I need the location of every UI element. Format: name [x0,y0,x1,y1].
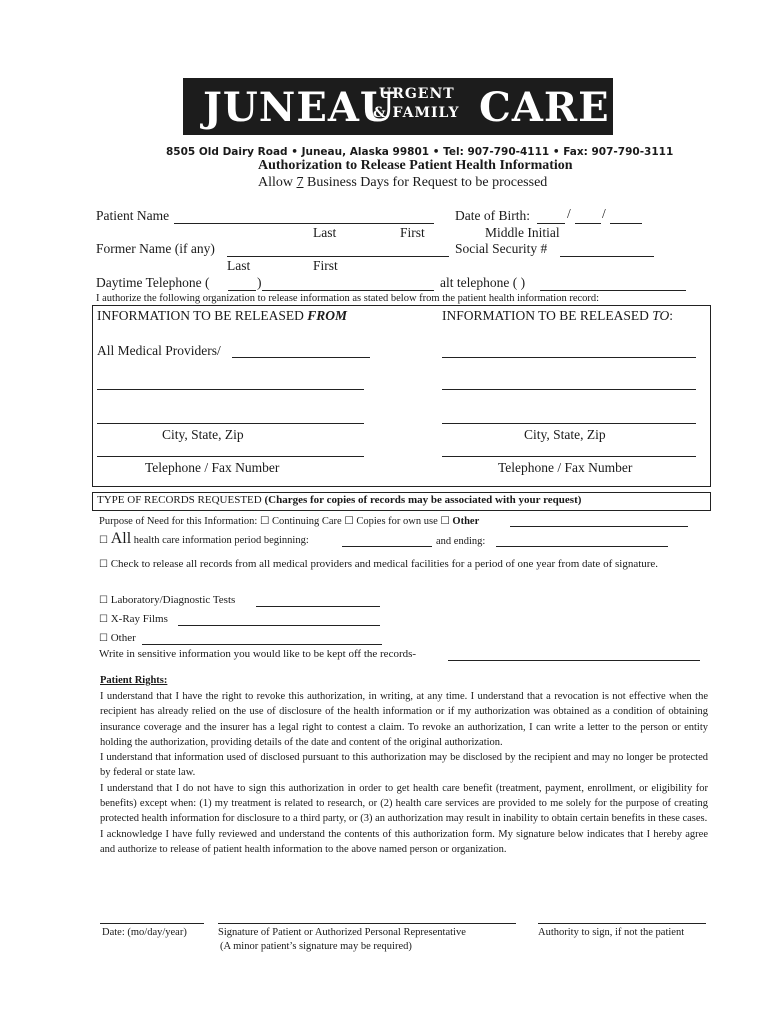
logo-word-care: CARE [479,84,610,131]
daytime-phone-close: ) [257,275,262,290]
check-all-records: ☐ Check to release all records from all medical providers and medical facilities for a period of one year from date of signature. [99,558,659,570]
period-end-field[interactable] [496,546,668,547]
checkbox-icon[interactable]: ☐ [99,614,108,625]
former-name-label: Former Name (if any) [96,241,215,256]
former-sub-first: First [313,258,338,273]
rights-paragraph: I understand that I have the right to revoke this authorization, in writing, at any time. I understand that a revocation is not effective when the recipient has already relied on the use of disclosure of the health information or if my authorization was obtained as a condition of obtaining insurance coverage and the insurer has a legal right to contest a claim. To revoke an authorization, I can write a letter to the person or entity holding the authorization, providing details of the date and content of the original authorization. [100,691,708,748]
rights-paragraph: I acknowledge I have fully reviewed and understand the contents of this authorization form. My signature below indicates that I hereby agree and authorize to release of patient health information to the above named person or organization. [100,828,708,855]
release-from-header: INFORMATION TO BE RELEASED FROM [97,308,348,323]
rights-paragraph: I understand that information used of disclosed pursuant to this authorization may be disclosed by the recipient and may no longer be protected by federal or state law. [100,752,708,779]
dob-separator: / [567,206,571,221]
name-sub-last: Last [313,225,337,240]
clinic-address: 8505 Old Dairy Road • Juneau, Alaska 99801 • Tel: 907-790-4111 • Fax: 907-790-3111 [166,146,674,158]
signature-field[interactable] [218,923,516,924]
form-subtitle: Allow 7 Business Days for Request to be processed [258,175,548,190]
and-ending-label: and ending: [436,536,486,547]
authority-field[interactable] [538,923,706,924]
dob-separator: / [602,206,606,221]
from-phone-fax-label: Telephone / Fax Number [145,460,280,475]
to-address-field[interactable] [442,389,696,390]
release-to-header: INFORMATION TO BE RELEASED TO: [442,308,674,323]
name-sub-first: First [400,225,425,240]
dob-month-field[interactable] [537,223,565,224]
authority-label: Authority to sign, if not the patient [538,927,685,938]
checkbox-icon[interactable]: ☐ [99,535,108,546]
alt-phone-field[interactable] [540,290,686,291]
lab-tests-field[interactable] [256,606,380,607]
signature-label: Signature of Patient or Authorized Personal Representative [218,927,466,938]
records-header: TYPE OF RECORDS REQUESTED (Charges for copies of records may be associated with your request) [97,494,582,506]
daytime-phone-label: Daytime Telephone ( [96,275,210,290]
daytime-phone-area-field[interactable] [228,290,256,291]
other-item: ☐ Other [99,632,136,644]
name-sub-middle: Middle Initial [485,225,560,240]
to-phone-fax-label: Telephone / Fax Number [498,460,633,475]
all-info-period: ☐ All health care information period beginning: [99,530,309,547]
to-city-state-zip-label: City, State, Zip [524,427,606,442]
sensitive-info-field[interactable] [448,660,700,661]
patient-rights-text [100,689,708,857]
to-phone-fax-field[interactable] [442,456,696,457]
checkbox-icon[interactable]: ☐ [99,595,108,606]
daytime-phone-field[interactable] [262,290,434,291]
lab-tests-item: ☐ Laboratory/Diagnostic Tests [99,594,236,606]
from-provider-field[interactable] [232,357,370,358]
minor-signature-note: (A minor patient’s signature may be required) [220,941,412,952]
clinic-logo [183,78,613,135]
patient-rights-title: Patient Rights: [100,675,168,686]
dob-label: Date of Birth: [455,208,530,223]
other-field[interactable] [142,644,382,645]
period-begin-field[interactable] [342,546,432,547]
purpose-other-field[interactable] [510,526,688,527]
all-providers-label: All Medical Providers/ [97,343,221,358]
form-title: Authorization to Release Patient Health Information [258,158,573,173]
xray-field[interactable] [178,625,380,626]
xray-item: ☐ X-Ray Films [99,613,168,625]
sensitive-info-label: Write in sensitive information you would like to be kept off the records- [99,648,417,660]
former-sub-last: Last [227,258,251,273]
logo-word-urgent: URGENT [379,86,455,102]
from-address2-field[interactable] [97,423,364,424]
checkbox-icon[interactable]: ☐ [99,633,108,644]
rights-paragraph: I understand that I do not have to sign this authorization in order to get health care benefit (treatment, payment, enrollment, or eligibility for benefits) except when: (1) my treatment is related to research, or (2) health care services are provided to me solely for the purpose of creating protected health information for disclosure to a third party, or (3) an authorization may result in inability to obtain certain benefits in these cases. [100,782,708,825]
logo-word-juneau: JUNEAU [203,84,396,131]
from-city-state-zip-label: City, State, Zip [162,427,244,442]
to-address2-field[interactable] [442,423,696,424]
from-address-field[interactable] [97,389,364,390]
purpose-of-need: Purpose of Need for this Information: ☐ Continuing Care ☐ Copies for own use ☐ Other [99,516,480,527]
ssn-field[interactable] [560,256,654,257]
date-signed-label: Date: (mo/day/year) [102,927,187,938]
alt-phone-label: alt telephone ( ) [440,275,526,290]
authorize-statement: I authorize the following organization to release information as stated below from the patient health information record: [96,293,600,304]
former-name-field[interactable] [227,256,449,257]
to-provider-field[interactable] [442,357,696,358]
ssn-label: Social Security # [455,241,548,256]
from-phone-fax-field[interactable] [97,456,364,457]
patient-name-field[interactable] [174,223,434,224]
checkbox-icon[interactable]: ☐ [99,559,108,570]
dob-year-field[interactable] [610,223,642,224]
logo-word-family: & FAMILY [373,105,460,121]
dob-day-field[interactable] [575,223,601,224]
date-signed-field[interactable] [100,923,204,924]
patient-name-label: Patient Name [96,208,170,223]
